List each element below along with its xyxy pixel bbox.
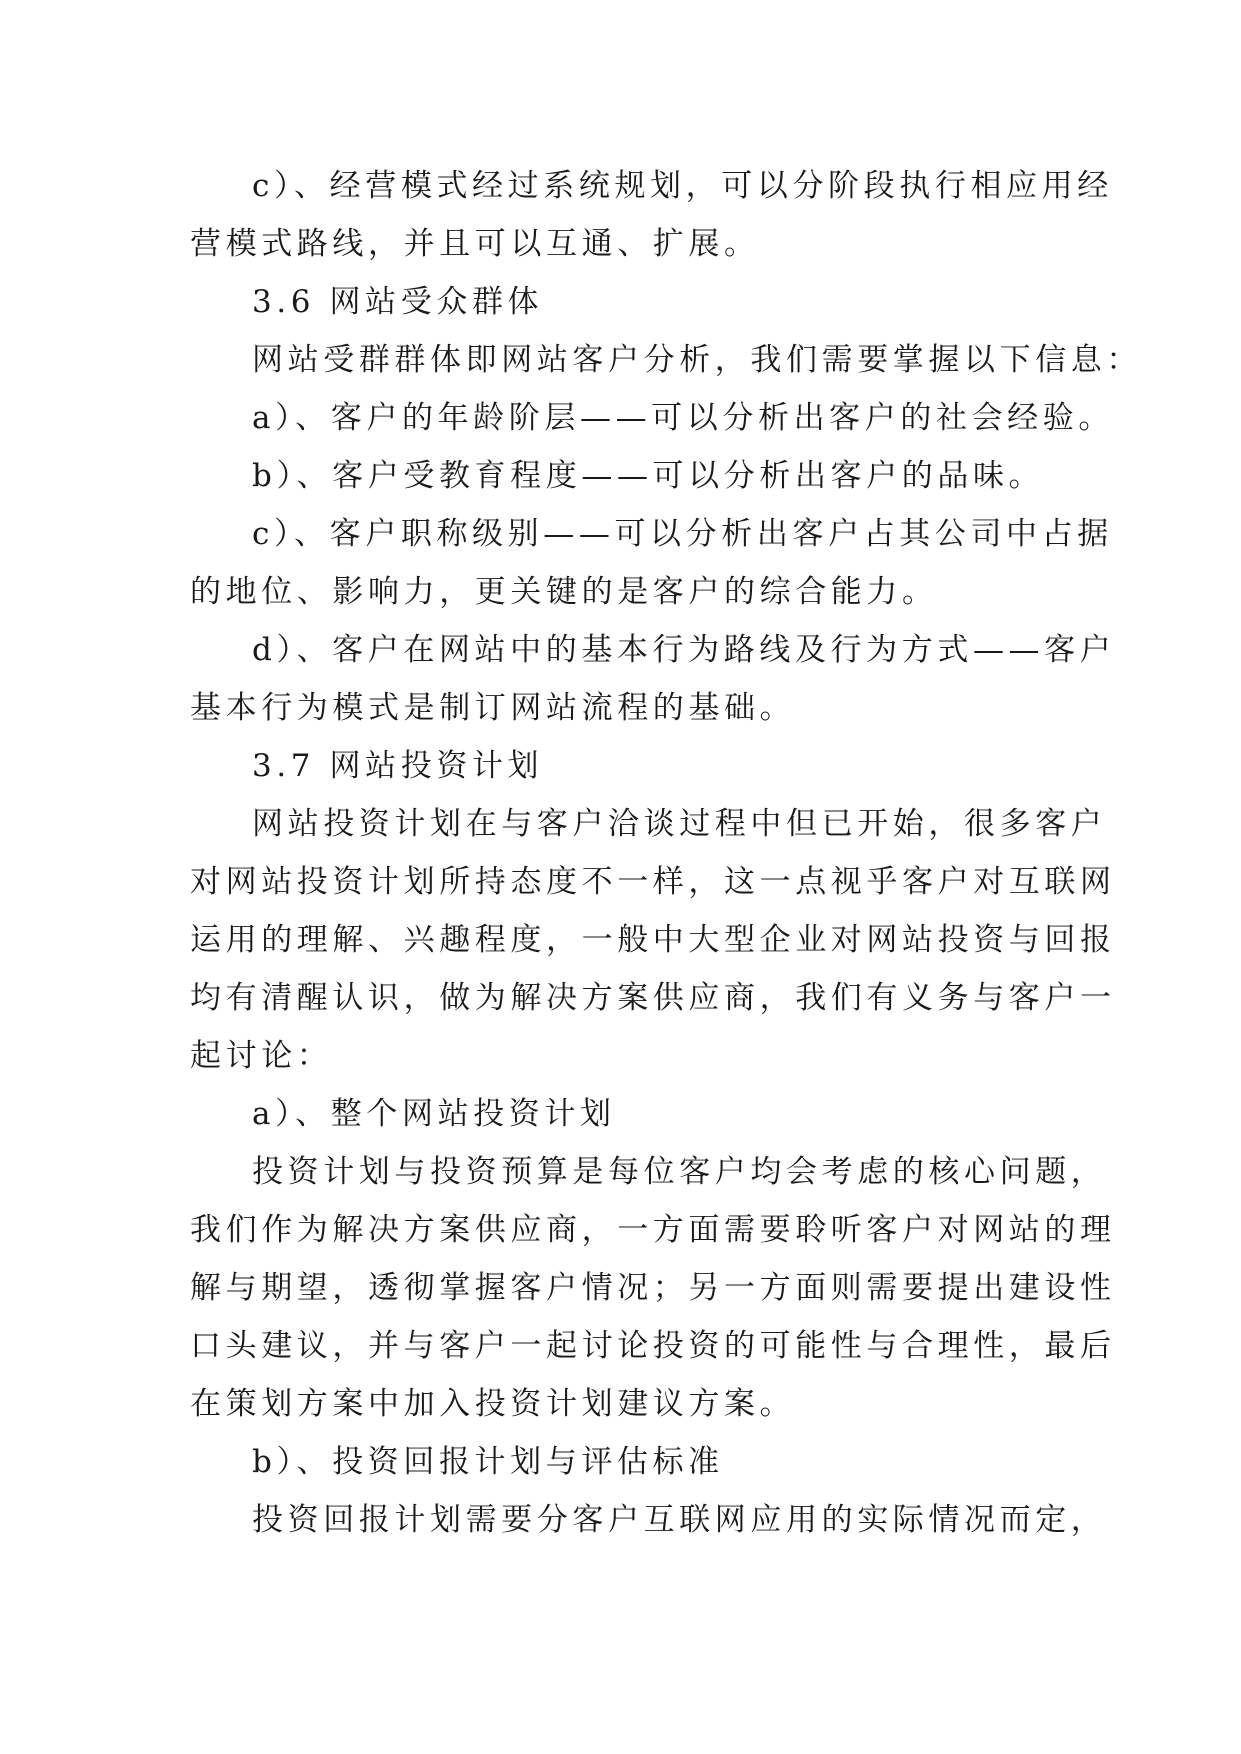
- paragraph-line: 解与期望，透彻掌握客户情况；另一方面则需要提出建设性: [190, 1270, 1116, 1306]
- paragraph-line: 网站投资计划在与客户洽谈过程中但已开始，很多客户: [252, 806, 1107, 842]
- paragraph-line: 我们作为解决方案供应商，一方面需要聆听客户对网站的理: [190, 1212, 1116, 1248]
- paragraph-line: 网站受群群体即网站客户分析，我们需要掌握以下信息：: [252, 342, 1142, 378]
- paragraph-line: 营模式路线，并且可以互通、扩展。: [190, 226, 760, 262]
- list-item: c）、客户职称级别——可以分析出客户占其公司中占据: [252, 516, 1113, 552]
- list-item: b）、客户受教育程度——可以分析出客户的品味。: [252, 458, 1045, 494]
- paragraph-line: 口头建议，并与客户一起讨论投资的可能性与合理性，最后: [190, 1328, 1116, 1364]
- section-heading: 3.7 网站投资计划: [252, 748, 544, 784]
- list-item: a）、客户的年龄阶层——可以分析出客户的社会经验。: [252, 400, 1114, 436]
- paragraph-line: 在策划方案中加入投资计划建议方案。: [190, 1386, 796, 1422]
- paragraph-line: 对网站投资计划所持态度不一样，这一点视乎客户对互联网: [190, 864, 1116, 900]
- section-heading: 3.6 网站受众群体: [252, 284, 544, 320]
- paragraph-line: 基本行为模式是制订网站流程的基础。: [190, 690, 796, 726]
- paragraph-line: 投资回报计划需要分客户互联网应用的实际情况而定，: [252, 1502, 1107, 1538]
- list-item: b）、投资回报计划与评估标准: [252, 1444, 724, 1480]
- list-item: d）、客户在网站中的基本行为路线及行为方式——客户: [252, 632, 1116, 668]
- paragraph-line: 运用的理解、兴趣程度，一般中大型企业对网站投资与回报: [190, 922, 1116, 958]
- paragraph-line: 起讨论：: [190, 1038, 333, 1074]
- paragraph-line: 均有清醒认识，做为解决方案供应商，我们有义务与客户一: [190, 980, 1116, 1016]
- paragraph-line: 的地位、影响力，更关键的是客户的综合能力。: [190, 574, 938, 610]
- paragraph-line: 投资计划与投资预算是每位客户均会考虑的核心问题，: [252, 1154, 1107, 1190]
- paragraph-line: c）、经营模式经过系统规划，可以分阶段执行相应用经: [252, 168, 1113, 204]
- list-item: a）、整个网站投资计划: [252, 1096, 616, 1132]
